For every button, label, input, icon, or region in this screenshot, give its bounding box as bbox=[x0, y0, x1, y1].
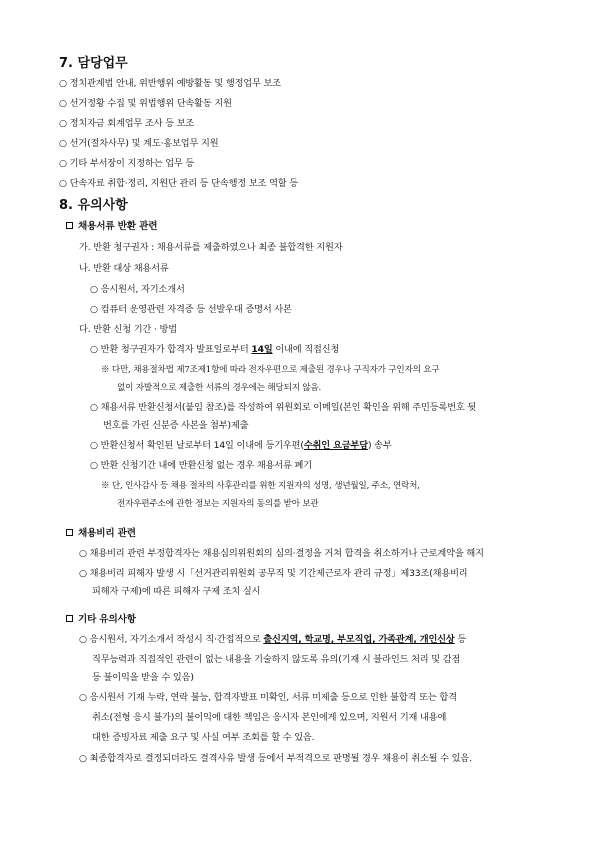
return-note: ※ 다만, 채용절차법 제7조제1항에 따라 전자우편으로 제출된 경우나 구직자가 구인자의 요구 bbox=[101, 365, 440, 375]
return-period-item-cont: 번호를 가린 신분증 사본을 첨부)제출 bbox=[103, 420, 249, 431]
return-target-item: ○ 컴퓨터 운영관련 자격증 등 선발우대 증명서 사본 bbox=[90, 304, 292, 315]
section-8-title: 8. 유의사항 bbox=[59, 198, 128, 213]
duty-item: ○ 단속자료 취합·정리, 지원단 관리 등 단속행정 보조 역할 등 bbox=[59, 178, 299, 189]
return-period-item: ○ 반환 신청기간 내에 반환신청 없는 경우 채용서류 폐기 bbox=[90, 460, 312, 471]
etc-item-cont: 등 불이익을 받을 수 있음) bbox=[92, 672, 194, 683]
corruption-item-cont: 피해자 구제)에 따른 피해자 구제 조치 실시 bbox=[92, 586, 261, 597]
return-note-cont: 없이 자발적으로 제출한 서류의 경우에는 해당되지 않음. bbox=[117, 383, 322, 393]
duty-item: ○ 선거정황 수집 및 위법행위 단속활동 지원 bbox=[59, 98, 232, 109]
corruption-item: ○ 채용비리 관련 부정합격자는 채용심의위원회의 심의·결정을 거쳐 합격을 취소하거나 근로계약을 해지 bbox=[79, 548, 484, 559]
etc-item-cont: 대한 증빙자료 제출 요구 및 사실 여부 조회를 할 수 있음. bbox=[92, 732, 315, 743]
etc-item: ○ 응시원서 기재 누락, 연락 불능, 합격자발표 미확인, 서류 미제출 등으로 인한 불합격 또는 합격 bbox=[79, 692, 457, 703]
return-note-cont: 전자우편주소에 관한 정보는 지원자의 동의를 받아 보관 bbox=[117, 499, 319, 509]
return-target-title: 나. 반환 대상 채용서류 bbox=[79, 263, 169, 274]
checkbox-square-icon bbox=[66, 529, 73, 536]
return-period-item: ○ 반환 청구권자가 합격자 발표일로부터 14일 이내에 직접신청 bbox=[90, 344, 340, 355]
return-period-item: ○ 반환신청서 확인된 날로부터 14일 이내에 등기우편(수취인 요금부담) 송부 bbox=[90, 440, 392, 451]
etc-item: ○ 최종합격자로 결정되더라도 결격사유 발생 등에서 부적격으로 판명될 경우 채용이 취소될 수 있음. bbox=[79, 753, 472, 764]
return-note: ※ 단, 인사감사 등 채용 절차의 사후관리를 위한 지원자의 성명, 생년월일, 주소, 연락처, bbox=[101, 481, 420, 491]
etc-heading: 기타 유의사항 bbox=[66, 613, 136, 627]
duty-item: ○ 선거(절차사무) 및 계도·홍보업무 지원 bbox=[59, 138, 219, 149]
corruption-item: ○ 채용비리 피해자 발생 시「선거관리위원회 공무직 및 기간제근로자 관리 규정」제33조(채용비리 bbox=[79, 568, 468, 579]
duty-item: ○ 정치관계법 안내, 위반행위 예방활동 및 행정업무 보조 bbox=[59, 78, 281, 89]
checkbox-square-icon bbox=[66, 615, 73, 622]
return-period-item: ○ 채용서류 반환신청서(붙임 참조)를 작성하여 위원회로 이메일(본인 확인을 위해 주민등록번호 뒷 bbox=[90, 402, 477, 413]
return-target-item: ○ 응시원서, 자기소개서 bbox=[90, 284, 185, 295]
section-7-title: 7. 담당업무 bbox=[59, 56, 128, 71]
corruption-heading: 채용비리 관련 bbox=[66, 527, 136, 541]
return-period-title: 다. 반환 신청 기간 · 방법 bbox=[79, 324, 177, 335]
duty-item: ○ 정치자금 회계업무 조사 등 보조 bbox=[59, 118, 195, 129]
duty-item: ○ 기타 부서장이 지정하는 업무 등 bbox=[59, 158, 195, 169]
etc-item-cont: 직무능력과 직접적인 관련이 없는 내용을 기술하지 않도록 유의(기재 시 블라인드 처리 및 감점 bbox=[92, 654, 461, 665]
etc-item-cont: 취소(전형 응시 불가)의 불이익에 대한 책임은 응시자 본인에게 있으며, 지원서 기재 내용에 bbox=[92, 712, 447, 723]
etc-item: ○ 응시원서, 자기소개서 작성시 직·간접적으로 출신지역, 학교명, 부모직업, 가족관계, 개인신상 등 bbox=[79, 634, 467, 645]
return-heading: 채용서류 반환 관련 bbox=[66, 220, 157, 234]
return-claimant: 가. 반환 청구권자 : 채용서류를 제출하였으나 최종 불합격한 지원자 bbox=[79, 242, 343, 253]
checkbox-square-icon bbox=[66, 222, 73, 229]
